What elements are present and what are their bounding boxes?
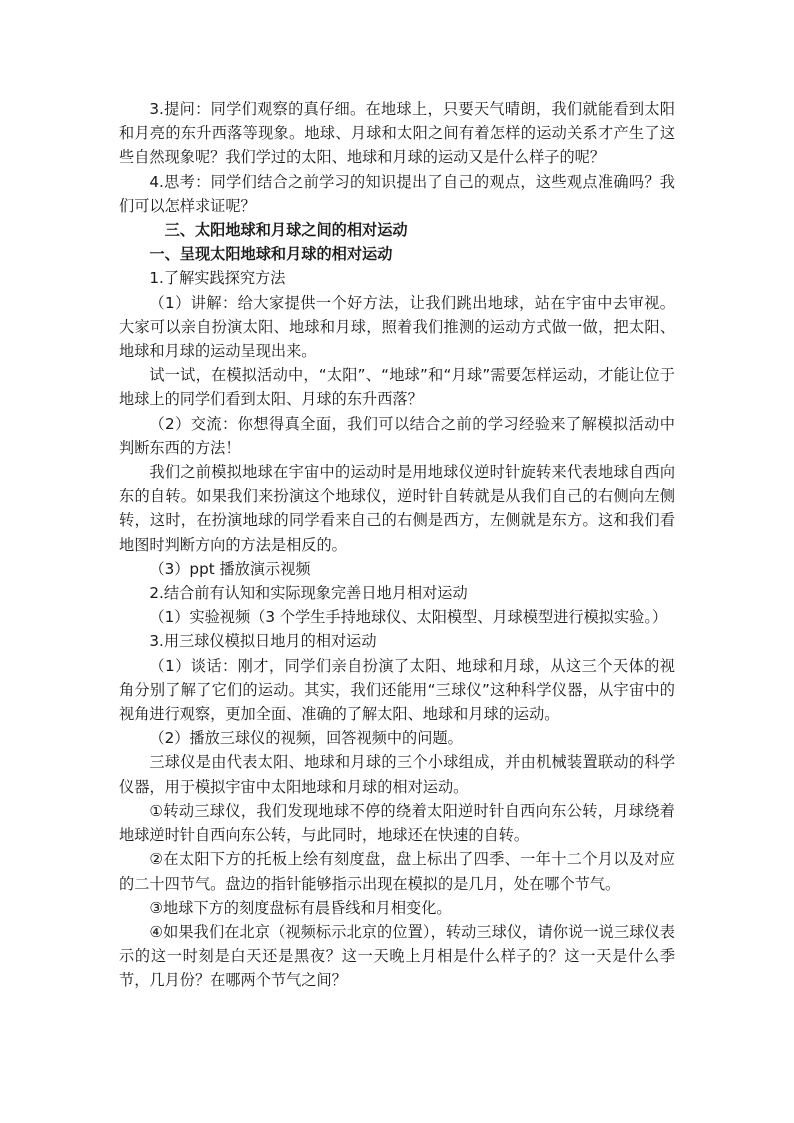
paragraph-think: 4.思考：同学们结合之前学习的知识提出了自己的观点，这些观点准确吗？我们可以怎样求证呢？ <box>119 172 675 215</box>
step-heading-2: 2.结合前有认知和实际现象完善日地月相对运动 <box>149 584 468 603</box>
list-item-2: ②在太阳下方的托板上绘有刻度盘，盘上标出了四季、一年十二个月以及对应的二十四节气。盘边的指针能够指示出现在模拟的是几月，处在哪个节气。 <box>119 850 675 893</box>
paragraph-talk: （1）谈话：刚才，同学们亲自扮演了太阳、地球和月球，从这三个天体的视角分别了解了它们的运动。其实，我们还能用“三球仪”这种科学仪器，从宇宙中的视角进行观察，更加全面、准确的了解太阳、地球和月球的运动。 <box>119 656 675 724</box>
paragraph-try: 试一试，在模拟活动中，“太阳”、“地球”和“月球”需要怎样运动，才能让位于地球上的同学们看到太阳、月球的东升西落？ <box>119 366 675 409</box>
list-item-4: ④如果我们在北京（视频标示北京的位置），转动三球仪，请你说一说三球仪表示的这一时刻是白天还是黑夜？这一天晚上月相是什么样子的？这一天是什么季节，几月份？在哪两个节气之间？ <box>119 922 675 990</box>
section-heading: 三、太阳地球和月球之间的相对运动 <box>164 221 408 240</box>
list-item-3: ③地球下方的刻度盘标有晨昏线和月相变化。 <box>149 898 452 917</box>
step-heading-3: 3.用三球仪模拟日地月的相对运动 <box>149 632 377 651</box>
subsection-heading: 一、呈现太阳地球和月球的相对运动 <box>149 245 393 264</box>
step-heading-1: 1.了解实践探究方法 <box>149 269 286 288</box>
document-page <box>119 97 675 993</box>
paragraph-orrery: 三球仪是由代表太阳、地球和月球的三个小球组成，并由机械装置联动的科学仪器，用于模拟宇宙中太阳地球和月球的相对运动。 <box>119 753 675 796</box>
paragraph-question: 3.提问：同学们观察的真仔细。在地球上，只要天气晴朗，我们就能看到太阳和月亮的东升西落等现象。地球、月球和太阳之间有着怎样的运动关系才产生了这些自然现象呢？我们学过的太阳、地球和月球的运动又是什么样子的呢？ <box>119 100 675 167</box>
paragraph-ppt: （3）ppt 播放演示视频 <box>149 559 311 578</box>
paragraph-experiment-video: （1）实验视频（3 个学生手持地球仪、太阳模型、月球模型进行模拟实验。） <box>149 608 668 627</box>
paragraph-play-video: （2）播放三球仪的视频，回答视频中的问题。 <box>149 729 463 748</box>
paragraph-globe: 我们之前模拟地球在宇宙中的运动时是用地球仪逆时针旋转来代表地球自西向东的自转。如果我们来扮演这个地球仪，逆时针自转就是从我们自己的右侧向左侧转，这时，在扮演地球的同学看来自己的右侧是西方，左侧就是东方。这和我们看地图时判断方向的方法是相反的。 <box>119 463 675 554</box>
paragraph-explain: （1）讲解：给大家提供一个好方法，让我们跳出地球，站在宇宙中去审视。大家可以亲自扮演太阳、地球和月球，照着我们推测的运动方式做一做，把太阳、地球和月球的运动呈现出来。 <box>119 293 675 361</box>
list-item-1: ①转动三球仪，我们发现地球不停的绕着太阳逆时针自西向东公转，月球绕着地球逆时针自西向东公转，与此同时，地球还在快速的自转。 <box>119 801 675 845</box>
paragraph-exchange: （2）交流：你想得真全面，我们可以结合之前的学习经验来了解模拟活动中判断东西的方法！ <box>119 414 675 457</box>
